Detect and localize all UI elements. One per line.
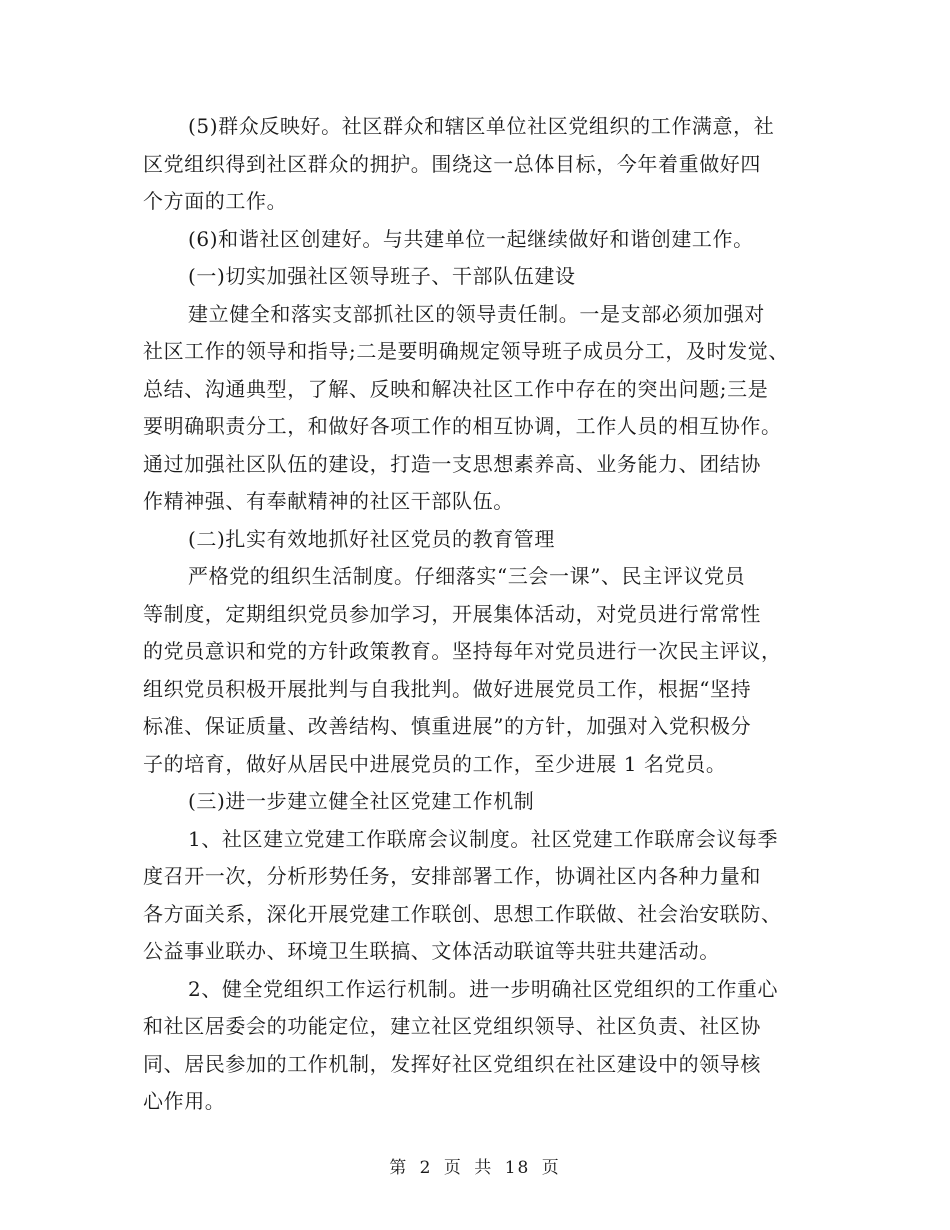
text-line: 总结、沟通典型，了解、反映和解决社区工作中存在的突出问题;三是 <box>143 376 769 401</box>
text-line: 心作用。 <box>143 1089 226 1113</box>
document-body <box>143 108 815 1121</box>
paragraph-leadership-responsibility <box>143 296 815 521</box>
paragraph-harmonious-community <box>143 221 815 259</box>
text-line: 标准、保证质量、改善结构、慎重进展”的方针，加强对入党积极分 <box>143 714 752 738</box>
text-line: 组织党员积极开展批判与自我批判。做好进展党员工作，根据“坚持 <box>143 676 752 701</box>
text-line: 子的培育，做好从居民中进展党员的工作，至少进展 1 名党员。 <box>143 751 727 776</box>
text-line: (二)扎实有效地抓好社区党员的教育管理 <box>188 526 556 551</box>
text-line: 和社区居委会的功能定位，建立社区党组织领导、社区负责、社区协 <box>143 1014 761 1038</box>
paragraph-operation-mechanism <box>143 971 815 1121</box>
text-line: 社区工作的领导和指导;二是要明确规定领导班子成员分工，及时发觉、 <box>143 339 789 363</box>
text-line: 各方面关系，深化开展党建工作联创、思想工作联做、社会治安联防、 <box>143 901 782 926</box>
text-line: 建立健全和落实支部抓社区的领导责任制。一是支部必须加强对 <box>188 301 765 326</box>
section-heading-party-education <box>143 521 815 559</box>
paragraph-mass-feedback <box>143 108 815 221</box>
paragraph-party-life-system <box>143 558 815 783</box>
text-line: 度召开一次，分析形势任务，安排部署工作，协调社区内各种力量和 <box>143 864 761 888</box>
section-heading-work-mechanism <box>143 783 815 821</box>
text-line: 要明确职责分工，和做好各项工作的相互协调，工作人员的相互协作。 <box>143 414 782 438</box>
text-line: 1、社区建立党建工作联席会议制度。社区党建工作联席会议每季 <box>188 826 779 851</box>
text-line: 的党员意识和党的方针政策教育。坚持每年对党员进行一次民主评议， <box>143 639 782 663</box>
text-line: 严格党的组织生活制度。仔细落实“三会一课”、民主评议党员 <box>188 564 746 588</box>
text-line: 等制度，定期组织党员参加学习，开展集体活动，对党员进行常常性 <box>143 601 761 626</box>
page-number-footer: 第 2 页 共 18 页 <box>389 1158 561 1178</box>
text-line: 区党组织得到社区群众的拥护。围绕这一总体目标，今年着重做好四 <box>143 151 761 176</box>
text-line: (三)进一步建立健全社区党建工作机制 <box>188 789 535 813</box>
paragraph-joint-meeting-system <box>143 821 815 971</box>
text-line: 公益事业联办、环境卫生联搞、文体活动联谊等共驻共建活动。 <box>143 939 720 963</box>
text-line: 2、健全党组织工作运行机制。进一步明确社区党组织的工作重心 <box>188 976 779 1001</box>
text-line: (一)切实加强社区领导班子、干部队伍建设 <box>188 264 576 288</box>
text-line: 同、居民参加的工作机制，发挥好社区党组织在社区建设中的领导核 <box>143 1051 761 1076</box>
text-line: 通过加强社区队伍的建设，打造一支思想素养高、业务能力、团结协 <box>143 451 761 476</box>
text-line: 个方面的工作。 <box>143 189 288 213</box>
text-line: (5)群众反映好。社区群众和辖区单位社区党组织的工作满意，社 <box>188 114 775 138</box>
text-line: (6)和谐社区创建好。与共建单位一起继续做好和谐创建工作。 <box>188 226 754 251</box>
text-line: 作精神强、有奉献精神的社区干部队伍。 <box>143 489 514 513</box>
section-heading-leadership <box>143 258 815 296</box>
